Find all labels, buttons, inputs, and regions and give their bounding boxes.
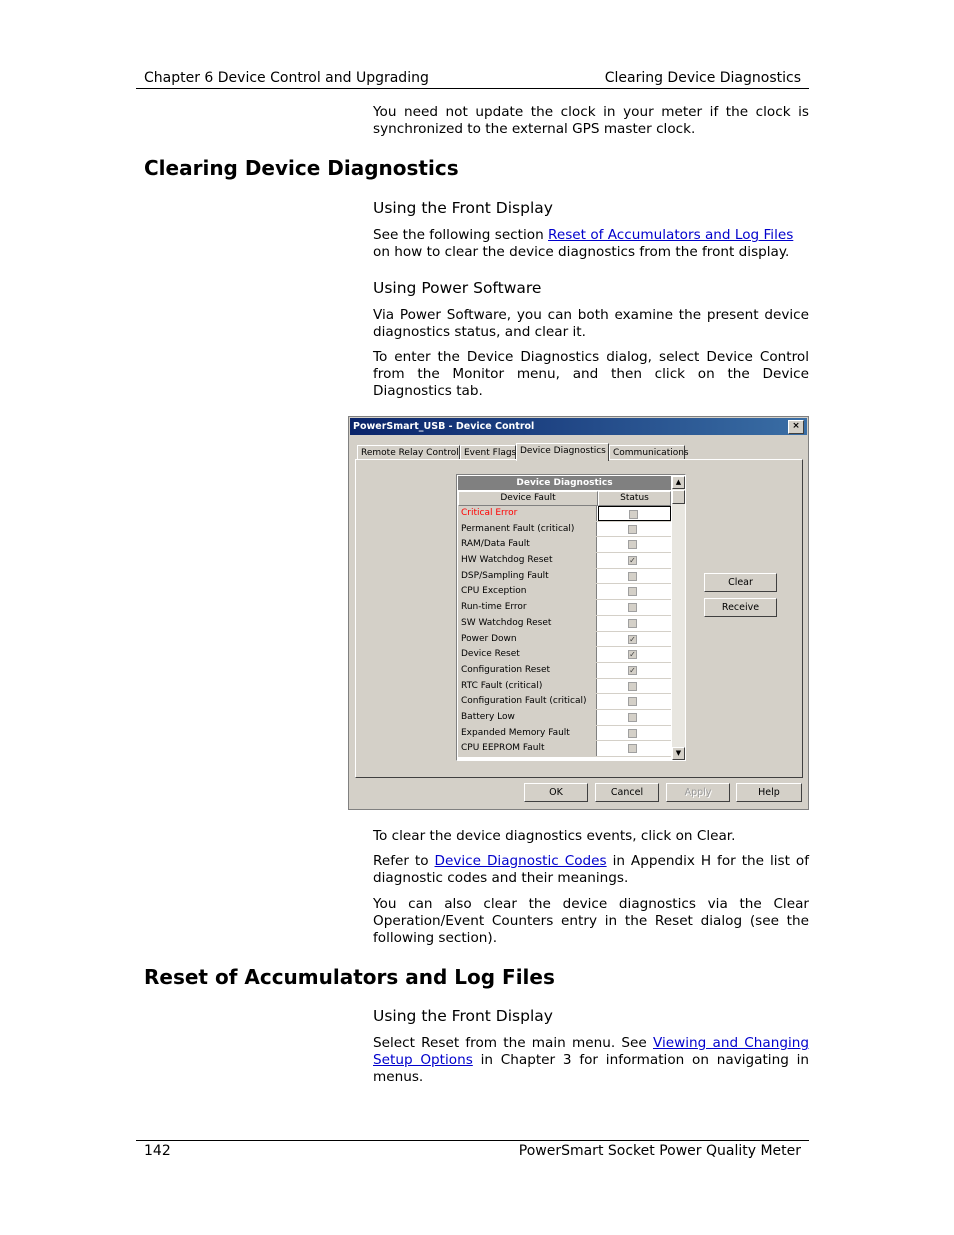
fault-name: CPU EEPROM Fault <box>458 741 597 756</box>
receive-button[interactable]: Receive <box>704 598 777 617</box>
checkbox-empty-icon[interactable] <box>628 697 637 706</box>
text-fragment: See the following section <box>373 227 549 243</box>
intro-text: You need not update the clock in your meter if the clock is synchronized to the external GPS master clock. <box>373 104 809 137</box>
fault-name: SW Watchdog Reset <box>458 616 597 631</box>
subheading-front-display: Using the Front Display <box>373 199 553 217</box>
fault-name: DSP/Sampling Fault <box>458 569 597 584</box>
table-row[interactable] <box>458 522 671 538</box>
fault-status[interactable] <box>598 600 671 615</box>
paragraph-power-software <box>373 307 809 341</box>
device-control-dialog <box>348 416 809 810</box>
section-title-reset: Reset of Accumulators and Log Files <box>144 965 555 989</box>
cancel-button[interactable]: Cancel <box>595 783 659 802</box>
fault-name: Configuration Reset <box>458 663 597 678</box>
table-row[interactable] <box>458 584 671 600</box>
table-row[interactable] <box>458 600 671 616</box>
paragraph-select-reset <box>373 1035 809 1086</box>
text-fragment: in Appendix H for the list of diagnostic codes and their meanings. <box>373 853 809 886</box>
checkbox-checked-icon[interactable]: ✓ <box>629 665 636 675</box>
tab-remote-relay-control[interactable]: Remote Relay Control <box>357 445 460 460</box>
text-click-clear: To clear the device diagnostics events, click on Clear. <box>373 828 736 844</box>
fault-status[interactable] <box>598 553 671 568</box>
text-enter-dialog: To enter the Device Diagnostics dialog, select Device Control from the Monitor menu, and then click on the Device Diagnostics tab. <box>373 349 809 399</box>
checkbox-empty-icon[interactable] <box>628 713 637 722</box>
checkbox-empty-icon[interactable] <box>628 525 637 534</box>
text-also-clear: You can also clear the device diagnostics via the Clear Operation/Event Counters entry in the Reset dialog (see the following section). <box>373 896 809 946</box>
tab-event-flags[interactable]: Event Flags <box>460 445 516 460</box>
scroll-up-icon[interactable]: ▲ <box>672 476 685 489</box>
fault-name: Permanent Fault (critical) <box>458 522 597 537</box>
table-row[interactable] <box>458 506 671 522</box>
table-row[interactable] <box>458 663 671 679</box>
paragraph-refer <box>373 853 809 887</box>
table-row[interactable] <box>458 726 671 742</box>
header-chapter: Chapter 6 Device Control and Upgrading <box>144 70 429 86</box>
table-row[interactable] <box>458 569 671 585</box>
fault-name: Battery Low <box>458 710 597 725</box>
fault-status[interactable] <box>598 679 671 694</box>
table-row[interactable] <box>458 710 671 726</box>
checkbox-empty-icon[interactable] <box>628 744 637 753</box>
fault-name: Run-time Error <box>458 600 597 615</box>
subheading-power-software: Using Power Software <box>373 279 542 297</box>
checkbox-checked-icon[interactable]: ✓ <box>629 634 636 644</box>
checkbox-empty-icon[interactable] <box>628 603 637 612</box>
grid-title: Device Diagnostics <box>458 476 671 490</box>
link-reset-accumulators[interactable]: Reset of Accumulators and Log Files <box>548 227 794 243</box>
fault-name: HW Watchdog Reset <box>458 553 597 568</box>
table-row[interactable] <box>458 632 671 648</box>
checkbox-empty-icon[interactable] <box>629 510 638 519</box>
table-row[interactable] <box>458 537 671 553</box>
fault-status[interactable] <box>598 741 671 756</box>
fault-status[interactable] <box>598 584 671 599</box>
scroll-down-icon[interactable]: ▼ <box>672 747 685 760</box>
fault-status[interactable] <box>598 522 671 537</box>
paragraph-also-clear <box>373 896 809 947</box>
fault-name: RTC Fault (critical) <box>458 679 597 694</box>
fault-status[interactable] <box>598 710 671 725</box>
checkbox-empty-icon[interactable] <box>628 619 637 628</box>
fault-name: Device Reset <box>458 647 597 662</box>
fault-status[interactable] <box>598 616 671 631</box>
fault-name: CPU Exception <box>458 584 597 599</box>
tab-communications[interactable]: Communications <box>609 445 685 460</box>
apply-button[interactable]: Apply <box>666 783 730 802</box>
fault-status[interactable] <box>598 726 671 741</box>
paragraph-front-display <box>373 227 809 261</box>
text-fragment: on how to clear the device diagnostics from the front display. <box>373 244 790 260</box>
table-row[interactable] <box>458 694 671 710</box>
checkbox-empty-icon[interactable] <box>628 540 637 549</box>
page-footer <box>136 1140 809 1165</box>
grid-rows <box>458 506 671 757</box>
page-header <box>136 68 809 89</box>
table-row[interactable] <box>458 647 671 663</box>
header-section: Clearing Device Diagnostics <box>604 70 801 86</box>
link-viewing-changing-setup[interactable]: Viewing and Changing Setup Options <box>373 1035 810 1068</box>
text-fragment: in Chapter 3 for information on navigating in menus. <box>373 1052 810 1085</box>
fault-status[interactable] <box>598 569 671 584</box>
table-row[interactable] <box>458 616 671 632</box>
fault-status[interactable] <box>598 694 671 709</box>
fault-status[interactable] <box>598 632 671 647</box>
text-fragment: Refer to <box>373 853 435 869</box>
fault-status[interactable] <box>598 647 671 662</box>
checkbox-checked-icon[interactable]: ✓ <box>629 556 636 566</box>
table-row[interactable] <box>458 553 671 569</box>
paragraph-click-clear <box>373 828 809 845</box>
column-header-status[interactable]: Status <box>598 491 671 506</box>
checkbox-empty-icon[interactable] <box>628 587 637 596</box>
section-title-clearing: Clearing Device Diagnostics <box>144 156 459 180</box>
fault-name: Power Down <box>458 632 597 647</box>
scroll-thumb[interactable] <box>672 490 685 504</box>
subheading-front-display-2: Using the Front Display <box>373 1007 553 1025</box>
text-power-software: Via Power Software, you can both examine the present device diagnostics status, and clear it. <box>373 307 809 340</box>
grid-header <box>458 491 671 506</box>
table-row[interactable] <box>458 679 671 695</box>
fault-name: RAM/Data Fault <box>458 537 597 552</box>
link-device-diagnostic-codes[interactable]: Device Diagnostic Codes <box>434 853 607 869</box>
clear-button[interactable]: Clear <box>704 573 777 592</box>
grid-scrollbar[interactable] <box>672 476 685 760</box>
table-row[interactable] <box>458 741 671 757</box>
diagnostics-grid[interactable] <box>456 474 686 761</box>
checkbox-checked-icon[interactable]: ✓ <box>629 650 636 660</box>
fault-status[interactable] <box>598 663 671 678</box>
text-fragment: Select Reset from the main menu. See <box>373 1035 653 1051</box>
fault-status[interactable] <box>598 506 671 521</box>
checkbox-empty-icon[interactable] <box>628 729 637 738</box>
checkbox-empty-icon[interactable] <box>628 572 637 581</box>
page-number: 142 <box>144 1143 171 1159</box>
help-button[interactable]: Help <box>736 783 802 802</box>
paragraph-enter-dialog <box>373 349 809 400</box>
dialog-title-bar <box>350 418 807 435</box>
fault-name: Critical Error <box>458 506 597 521</box>
intro-paragraph <box>373 104 809 138</box>
ok-button[interactable]: OK <box>524 783 588 802</box>
close-icon[interactable]: × <box>788 420 804 434</box>
fault-name: Configuration Fault (critical) <box>458 694 597 709</box>
footer-product: PowerSmart Socket Power Quality Meter <box>518 1143 801 1159</box>
fault-status[interactable] <box>598 537 671 552</box>
dialog-title: PowerSmart_USB - Device Control <box>353 421 535 432</box>
checkbox-empty-icon[interactable] <box>628 682 637 691</box>
tab-device-diagnostics[interactable]: Device Diagnostics <box>516 443 609 461</box>
column-header-fault[interactable]: Device Fault <box>458 491 598 506</box>
fault-name: Expanded Memory Fault <box>458 726 597 741</box>
